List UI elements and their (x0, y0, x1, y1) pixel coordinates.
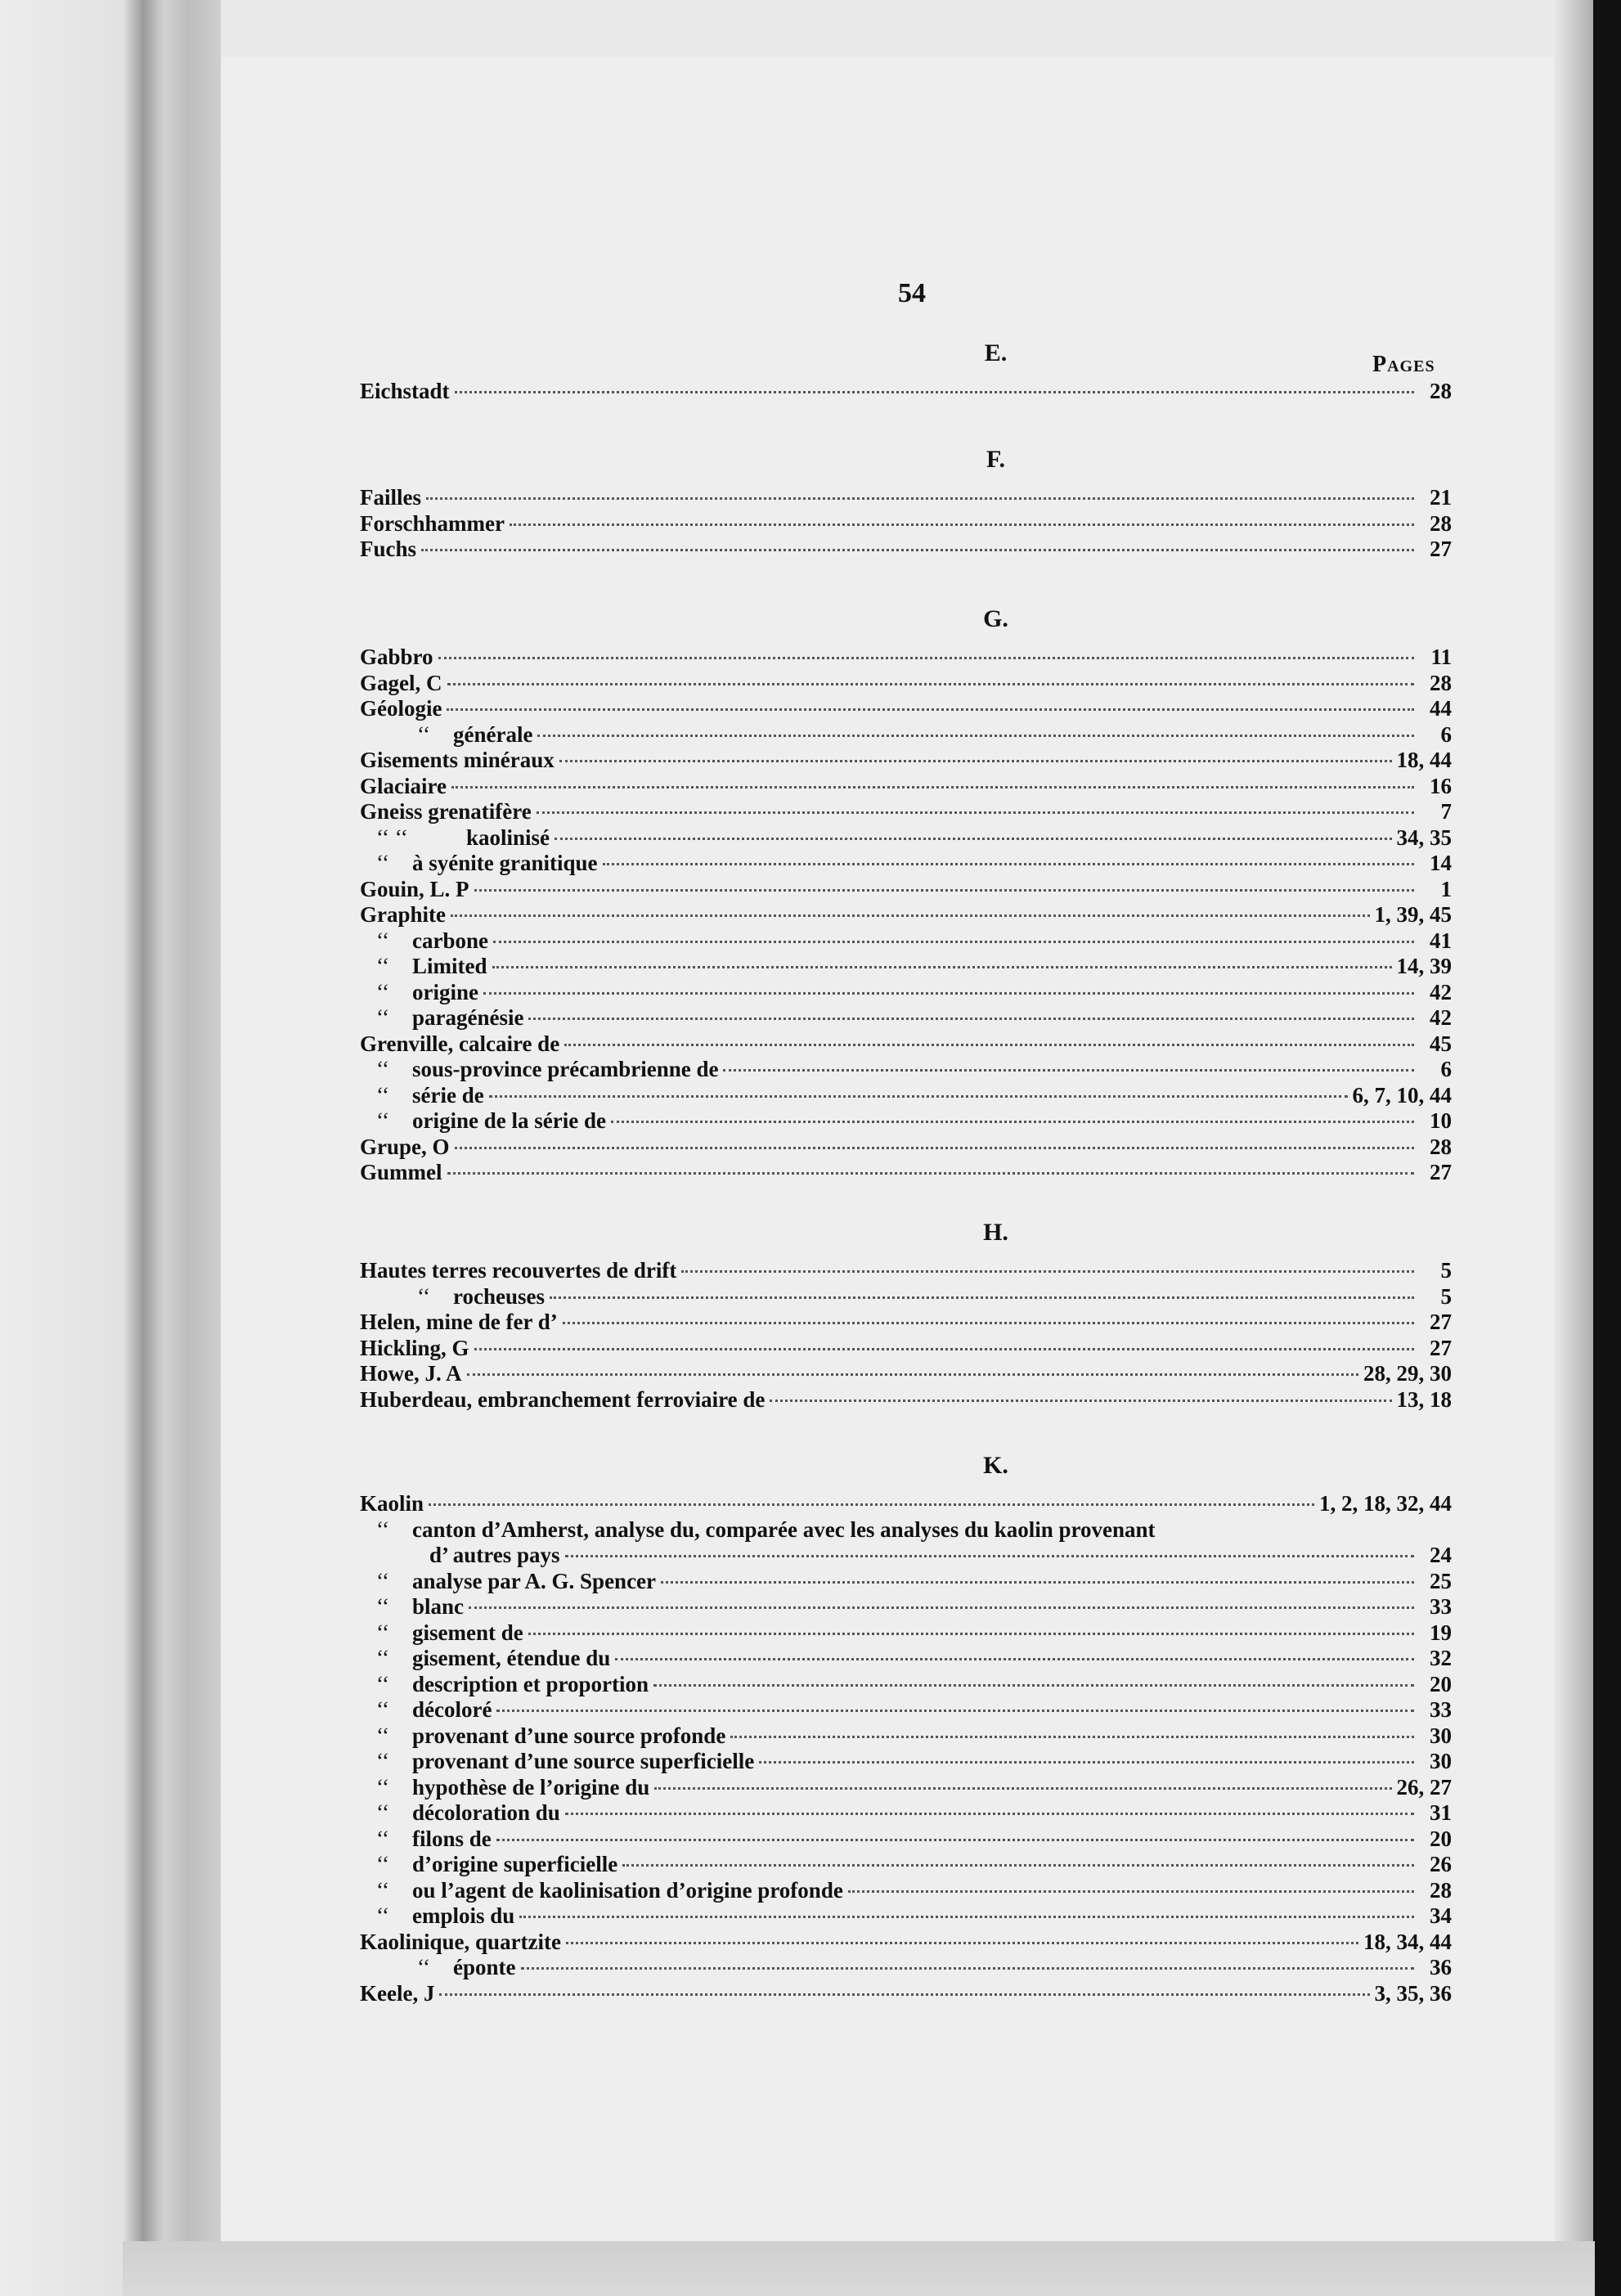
entry-term: ‘‘ décoloration du (376, 1800, 560, 1825)
dot-leader (426, 497, 1414, 500)
entry-pages: 28 (1430, 1877, 1452, 1903)
index-entry (360, 1955, 1452, 1981)
entry-pages: 30 (1430, 1723, 1452, 1748)
entry-pages: 13, 18 (1396, 1386, 1452, 1412)
ditto-mark: ‘‘ (376, 1568, 389, 1593)
ditto-mark: ‘‘ (417, 1955, 430, 1979)
index-entry (360, 485, 1452, 511)
index-entry (360, 1594, 1452, 1620)
dot-leader (455, 1147, 1414, 1149)
index-entry (360, 1543, 1452, 1569)
index-entry (360, 1775, 1452, 1801)
dot-leader (566, 1942, 1358, 1944)
entry-term: Helen, mine de fer d’ (360, 1310, 558, 1334)
dot-leader (528, 1633, 1414, 1635)
index-section (360, 339, 1452, 405)
ditto-mark: ‘‘ (376, 1646, 389, 1670)
entry-term: ‘‘ gisement de (376, 1620, 523, 1645)
entry-term: ‘‘ rocheuses (417, 1283, 545, 1309)
dot-leader (565, 1813, 1414, 1815)
entry-term: ‘‘ éponte (417, 1955, 516, 1979)
entry-pages: 33 (1430, 1697, 1452, 1722)
entry-pages: 42 (1430, 1005, 1452, 1030)
entry-term: ‘‘ gisement, étendue du (376, 1646, 611, 1670)
dot-leader (439, 1993, 1369, 1996)
entry-term: Gneiss grenatifère (360, 799, 532, 824)
index-entry (360, 1284, 1452, 1310)
index-entry (360, 1981, 1452, 2007)
entry-term: Kaolin (360, 1491, 424, 1516)
dot-leader (681, 1270, 1414, 1273)
index-entry (360, 379, 1452, 405)
dot-leader (483, 992, 1414, 995)
dot-leader (451, 786, 1414, 789)
index-section (360, 605, 1452, 1186)
index-entry (360, 1258, 1452, 1284)
dot-leader (496, 1710, 1414, 1712)
index-entry (360, 696, 1452, 722)
entry-pages: 34, 35 (1396, 824, 1452, 850)
index-entry (360, 902, 1452, 928)
entry-pages: 28 (1430, 379, 1452, 403)
index-entry (360, 748, 1452, 774)
scan-border-bottom (123, 2241, 1595, 2296)
entry-pages: 6 (1440, 721, 1452, 747)
dot-leader (467, 1373, 1359, 1376)
dot-leader (493, 941, 1414, 943)
entry-pages: 42 (1430, 979, 1452, 1004)
entry-pages: 20 (1430, 1671, 1452, 1696)
dot-leader (455, 391, 1414, 393)
entry-pages: 6 (1440, 1057, 1452, 1081)
dot-leader (848, 1890, 1414, 1893)
dot-leader (447, 683, 1415, 685)
entry-term: Graphite (360, 902, 446, 927)
section-letter: H. (983, 1219, 1008, 1246)
entry-pages: 3, 35, 36 (1374, 1980, 1452, 2006)
dot-leader (564, 1044, 1414, 1046)
entry-pages: 28 (1430, 670, 1452, 695)
ditto-mark: ‘‘ (376, 851, 389, 875)
entry-pages: 27 (1430, 1160, 1452, 1184)
entry-pages: 30 (1430, 1749, 1452, 1773)
entry-term: d’ autres pays (429, 1543, 560, 1567)
index-entry (360, 722, 1452, 748)
dot-leader (622, 1864, 1414, 1867)
dot-leader (537, 811, 1414, 814)
entry-term: ‘‘ description et proportion (376, 1671, 649, 1696)
entry-term: ‘‘ analyse par A. G. Spencer (376, 1568, 657, 1593)
index-entry (360, 1800, 1452, 1826)
index-entry (360, 1749, 1452, 1775)
dot-leader (528, 1018, 1414, 1020)
index-entry (360, 1646, 1452, 1672)
entry-pages: 27 (1430, 537, 1452, 561)
index-entry (360, 799, 1452, 825)
index-entry (360, 1135, 1452, 1161)
entry-pages: 7 (1440, 799, 1452, 824)
entry-pages: 27 (1430, 1310, 1452, 1334)
entry-pages: 6, 7, 10, 44 (1352, 1082, 1452, 1108)
dot-leader (421, 549, 1414, 551)
dot-leader (723, 1069, 1414, 1072)
entry-term: ‘‘ blanc (376, 1594, 465, 1619)
dot-leader (447, 708, 1414, 711)
dot-leader (759, 1761, 1414, 1764)
entry-term: Gagel, C (360, 670, 442, 695)
index-entry (360, 1852, 1452, 1878)
entry-term: Gouin, L. P (360, 876, 469, 901)
entry-pages: 14, 39 (1396, 954, 1452, 978)
dot-leader (438, 657, 1414, 659)
entry-term: ‘‘ emplois du (376, 1903, 515, 1928)
index-entry (360, 1387, 1452, 1413)
ditto-mark: ‘‘ (376, 1516, 389, 1542)
entry-pages: 21 (1430, 485, 1452, 510)
entry-term: Hautes terres recouvertes de drift (360, 1258, 677, 1283)
ditto-mark: ‘‘ (376, 1594, 389, 1619)
dot-leader (537, 735, 1414, 737)
index-entry (360, 877, 1452, 903)
dot-leader (611, 1121, 1414, 1123)
ditto-mark: ‘‘ (376, 1774, 389, 1800)
entry-pages: 10 (1430, 1108, 1452, 1133)
section-letter: E. (984, 339, 1008, 366)
index-entry (360, 1057, 1452, 1083)
dot-leader (447, 1172, 1415, 1175)
dot-leader (474, 889, 1414, 892)
entry-term: ‘‘ série de (376, 1082, 484, 1108)
index-entry (360, 645, 1452, 671)
dot-leader (519, 1916, 1414, 1918)
index-entry (360, 980, 1452, 1006)
entry-term: ‘‘ filons de (376, 1826, 492, 1851)
index-section (360, 1219, 1452, 1413)
entry-term: Géologie (360, 696, 442, 721)
entry-term: Grupe, O (360, 1134, 450, 1159)
entry-term: Eichstadt (360, 379, 450, 403)
entry-pages: 45 (1430, 1031, 1452, 1056)
ditto-mark: ‘‘ (376, 1697, 389, 1722)
dot-leader (653, 1684, 1414, 1687)
index-entry (360, 537, 1452, 563)
index-entry (360, 511, 1452, 537)
dot-leader (492, 966, 1392, 968)
dot-leader (555, 838, 1391, 840)
ditto-mark: ‘‘ (417, 1283, 430, 1309)
entry-pages: 1 (1440, 876, 1452, 901)
index-entry (360, 1930, 1452, 1956)
entry-term: ‘‘ décoloré (376, 1697, 492, 1722)
entry-term: ‘‘ provenant d’une source profonde (376, 1723, 726, 1748)
entry-term: ‘‘ ou l’agent de kaolinisation d’origine profonde (376, 1877, 843, 1903)
index-entry (360, 1826, 1452, 1853)
dot-leader (510, 523, 1414, 526)
index-entry (360, 954, 1452, 980)
entry-pages: 18, 34, 44 (1363, 1929, 1452, 1954)
ditto-mark: ‘‘ (417, 721, 430, 747)
book-spine-margin (0, 0, 221, 2296)
index-entry (360, 1620, 1452, 1647)
entry-pages: 18, 44 (1396, 748, 1452, 772)
entry-pages: 34 (1430, 1903, 1452, 1928)
entry-term: ‘‘ à syénite granitique (376, 851, 598, 875)
entry-pages: 20 (1430, 1826, 1452, 1851)
ditto-mark: ‘‘ (376, 1877, 389, 1903)
dot-leader (730, 1736, 1414, 1738)
page-edge-shadow (1554, 0, 1593, 2296)
index-entry (360, 671, 1452, 697)
entry-pages: 1, 39, 45 (1374, 902, 1452, 927)
entry-term: Forschhammer (360, 510, 505, 536)
section-letter: F. (986, 446, 1006, 473)
ditto-mark: ‘‘ (376, 1826, 389, 1851)
entry-term: ‘‘ provenant d’une source superficielle (376, 1749, 755, 1773)
ditto-mark: ‘‘ (376, 954, 389, 978)
entry-pages: 27 (1430, 1335, 1452, 1360)
dot-leader (496, 1839, 1414, 1841)
entry-pages: 28 (1430, 510, 1452, 536)
index-entry (360, 1569, 1452, 1595)
index-entry (360, 825, 1452, 851)
dot-leader (451, 914, 1370, 917)
pages-column-header: Pages (1372, 352, 1435, 377)
ditto-mark: ‘‘ (376, 1852, 389, 1876)
ditto-mark: ‘‘ (376, 1671, 389, 1696)
entry-term: ‘‘ canton d’Amherst, analyse du, comparée avec les analyses du kaolin provenant (376, 1516, 1156, 1542)
entry-term: Hickling, G (360, 1335, 469, 1360)
ditto-mark: ‘‘ (376, 1800, 389, 1825)
entry-term: Gummel (360, 1160, 442, 1184)
index-section (360, 446, 1452, 563)
entry-pages: 5 (1440, 1258, 1452, 1283)
dot-leader (565, 1555, 1414, 1557)
ditto-mark: ‘‘ (376, 1057, 389, 1081)
entry-term: ‘‘ origine (376, 979, 478, 1004)
dot-leader (603, 863, 1415, 865)
dot-leader (521, 1967, 1415, 1970)
entry-pages: 28, 29, 30 (1363, 1361, 1452, 1386)
ditto-mark: ‘‘ (376, 1082, 389, 1108)
index-entry (360, 774, 1452, 800)
entry-term: Failles (360, 485, 421, 510)
index-entry (360, 1697, 1452, 1723)
entry-term: Gisements minéraux (360, 748, 555, 772)
entry-pages: 32 (1430, 1646, 1452, 1670)
entry-pages: 14 (1430, 851, 1452, 875)
entry-pages: 19 (1430, 1620, 1452, 1645)
index-entry (360, 928, 1452, 955)
index-entry (360, 1310, 1452, 1336)
index-entry (360, 1361, 1452, 1387)
entry-term: ‘‘ origine de la série de (376, 1108, 606, 1133)
ditto-mark: ‘‘ (376, 1749, 389, 1773)
ditto-mark: ‘‘ (376, 979, 389, 1004)
entry-pages: 41 (1430, 928, 1452, 953)
entry-term: Howe, J. A (360, 1361, 462, 1386)
entry-term: Fuchs (360, 537, 417, 561)
section-letter: G. (983, 605, 1008, 632)
index-entry (360, 1723, 1452, 1750)
dot-leader (489, 1095, 1348, 1098)
dot-leader (654, 1787, 1391, 1790)
entry-term: ‘‘ hypothèse de l’origine du (376, 1774, 650, 1800)
entry-term: ‘‘ d’origine superficielle (376, 1852, 618, 1876)
entry-term: Gabbro (360, 645, 433, 669)
entry-pages: 26, 27 (1396, 1774, 1452, 1800)
ditto-mark: ‘‘ ‘‘ (376, 824, 408, 850)
entry-pages: 5 (1440, 1283, 1452, 1309)
ditto-mark: ‘‘ (376, 1005, 389, 1030)
entry-term: Keele, J (360, 1980, 435, 2006)
dot-leader (559, 760, 1392, 762)
index-entry (360, 1160, 1452, 1186)
entry-term: ‘‘ générale (417, 721, 533, 747)
dot-leader (770, 1400, 1391, 1402)
dot-leader (469, 1606, 1414, 1609)
entry-pages: 31 (1430, 1800, 1452, 1825)
index-entry (360, 851, 1452, 877)
dot-leader (563, 1322, 1414, 1324)
ditto-mark: ‘‘ (376, 928, 389, 953)
index-entry (360, 1903, 1452, 1930)
section-letter: K. (983, 1452, 1008, 1479)
index-entry (360, 1672, 1452, 1698)
index-entry (360, 1878, 1452, 1904)
ditto-mark: ‘‘ (376, 1108, 389, 1133)
entry-term: ‘‘ sous-province précambrienne de (376, 1057, 719, 1081)
index-entry (360, 1005, 1452, 1031)
index-entry (360, 1336, 1452, 1362)
ditto-mark: ‘‘ (376, 1723, 389, 1748)
dot-leader (429, 1503, 1314, 1506)
dot-leader (550, 1296, 1414, 1299)
index-entry (360, 1108, 1452, 1135)
entry-term: ‘‘ Limited (376, 954, 487, 978)
entry-term: ‘‘ paragénésie (376, 1005, 524, 1030)
entry-pages: 36 (1430, 1955, 1452, 1979)
entry-pages: 11 (1430, 645, 1452, 669)
entry-term: Huberdeau, embranchement ferroviaire de (360, 1386, 766, 1412)
index-entry (360, 1083, 1452, 1109)
entry-term: Kaolinique, quartzite (360, 1929, 562, 1954)
entry-pages: 25 (1430, 1568, 1452, 1593)
entry-pages: 33 (1430, 1594, 1452, 1619)
entry-pages: 28 (1430, 1134, 1452, 1159)
dot-leader (474, 1348, 1414, 1350)
entry-term: ‘‘ carbone (376, 928, 488, 953)
entry-pages: 24 (1430, 1543, 1452, 1567)
index-entry (360, 1031, 1452, 1058)
scan-border-right (1593, 0, 1621, 2296)
entry-pages: 1, 2, 18, 32, 44 (1319, 1491, 1452, 1516)
ditto-mark: ‘‘ (376, 1903, 389, 1928)
entry-pages: 44 (1430, 696, 1452, 721)
index-section (360, 1452, 1452, 2006)
dot-leader (615, 1658, 1414, 1660)
entry-term: ‘‘ ‘‘ kaolinisé (376, 824, 550, 850)
entry-term: Grenville, calcaire de (360, 1031, 560, 1056)
entry-pages: 26 (1430, 1852, 1452, 1876)
page-number: 54 (898, 278, 926, 308)
index-entry (360, 1517, 1452, 1543)
ditto-mark: ‘‘ (376, 1620, 389, 1645)
entry-pages: 16 (1430, 773, 1452, 798)
index-entry (360, 1491, 1452, 1517)
entry-term: Glaciaire (360, 773, 447, 798)
dot-leader (661, 1581, 1414, 1584)
